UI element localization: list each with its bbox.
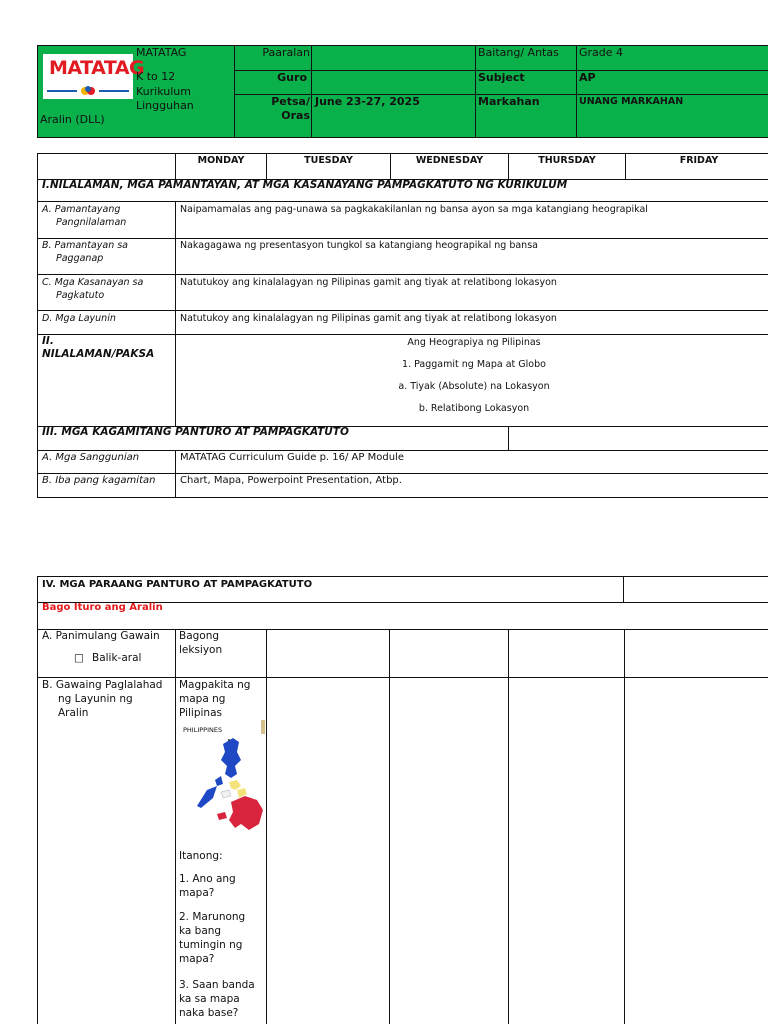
row-c-value: Natutukoy ang kinalalagyan ng Pilipinas gamit ang tiyak at relatibong lokasyon [180, 277, 557, 288]
dll-procedure-table [37, 576, 768, 1024]
row-b-value: Nakagagawa ng presentasyon tungkol sa katangiang heograpikal ng bansa [180, 240, 538, 251]
logo-wordmark: MATATAG [49, 57, 145, 79]
header-title-line-3: Lingguhan [136, 99, 194, 112]
day-tuesday: TUESDAY [304, 155, 353, 166]
oras-label: Oras [281, 109, 310, 122]
subject-label: Subject [478, 71, 525, 84]
row-b-label: B. Pamantayan sa Pagganap [42, 240, 129, 264]
row-d-value: Natutukoy ang kinalalagyan ng Pilipinas gamit ang tiyak at relatibong lokasyon [180, 313, 557, 324]
day-friday: FRIDAY [679, 155, 719, 166]
dll-header [37, 45, 768, 138]
day-wednesday: WEDNESDAY [415, 155, 484, 166]
petsa-value[interactable]: June 23-27, 2025 [315, 95, 420, 108]
topic-line-1: Ang Heograpiya ng Pilipinas [407, 337, 541, 348]
row-c-label: C. Mga Kasanayan sa Pagkatuto [42, 277, 144, 301]
markahan-label: Markahan [478, 95, 540, 108]
section4-title: IV. MGA PARAANG PANTURO AT PAMPAGKATUTO [42, 579, 313, 590]
section2-title: II. NILALAMAN/PAKSA [42, 335, 155, 360]
row-d-label: D. Mga Layunin [42, 313, 116, 324]
markahan-value[interactable]: UNANG MARKAHAN [579, 96, 684, 107]
topic-line-3: a. Tiyak (Absolute) na Lokasyon [398, 381, 550, 392]
header-title-top: MATATAG [136, 46, 187, 59]
header-title-line-2: Kurikulum [136, 85, 191, 98]
question-2: 2. Marunong ka bang tumingin ng mapa? [179, 911, 246, 965]
panimulang-gawain-label: A. Panimulang Gawain [42, 630, 160, 642]
topic-line-4: b. Relatibong Lokasyon [418, 403, 530, 414]
question-3: 3. Saan banda ka sa mapa naka base? [179, 979, 255, 1019]
paaralan-label: Paaralan [262, 46, 310, 59]
logo-tagline-graphic [47, 86, 129, 96]
monday-row-b-intro: Magpakita ng mapa ng Pilipinas [179, 679, 251, 719]
sanggunian-value: MATATAG Curriculum Guide p. 16/ AP Module [180, 452, 404, 463]
section3-title: III. MGA KAGAMITANG PANTURO AT PAMPAGKATUTO [42, 426, 349, 438]
sanggunian-label: A. Mga Sanggunian [42, 452, 140, 463]
kagamitan-value: Chart, Mapa, Powerpoint Presentation, Atbp. [180, 475, 402, 486]
kagamitan-label: B. Iba pang kagamitan [42, 475, 156, 486]
section4-subtitle: Bago Ituro ang Aralin [42, 602, 163, 613]
row-a-value: Naipamamalas ang pag-unawa sa pagkakakilanlan ng bansa ayon sa mga katangiang heograpikal [180, 204, 648, 215]
topic-line-2: 1. Paggamit ng Mapa at Globo [402, 359, 546, 370]
balik-aral-item: Balik-aral [92, 652, 142, 664]
subject-value[interactable]: AP [579, 71, 596, 84]
row-a-label: A. Pamantayang Pangnilalaman [42, 204, 127, 228]
day-thursday: THURSDAY [538, 155, 596, 166]
dll-main-table [37, 153, 768, 498]
philippines-map-image [177, 720, 265, 840]
petsa-label: Petsa/ [271, 95, 310, 108]
map-title: PHILIPPINES [183, 726, 223, 734]
baitang-label: Baitang/ Antas [478, 46, 559, 59]
header-title-bottom: Aralin (DLL) [40, 113, 105, 126]
balik-aral-bullet-icon: □ [74, 652, 84, 664]
section1-title: I.NILALAMAN, MGA PAMANTAYAN, AT MGA KASANAYANG PAMPAGKATUTO NG KURIKULUM [42, 179, 568, 191]
monday-row-a: Bagong leksiyon [179, 630, 223, 656]
baitang-value[interactable]: Grade 4 [579, 46, 624, 59]
matatag-logo [43, 54, 145, 99]
question-intro: Itanong: [179, 850, 223, 862]
philippines-map-graphic [177, 720, 265, 840]
question-1: 1. Ano ang mapa? [179, 873, 236, 899]
header-title-line-1: K to 12 [136, 70, 176, 83]
guro-label: Guro [277, 71, 307, 84]
day-monday: MONDAY [197, 155, 245, 166]
paglalahad-label: B. Gawaing Paglalahad ng Layunin ng Aralin [42, 679, 163, 719]
